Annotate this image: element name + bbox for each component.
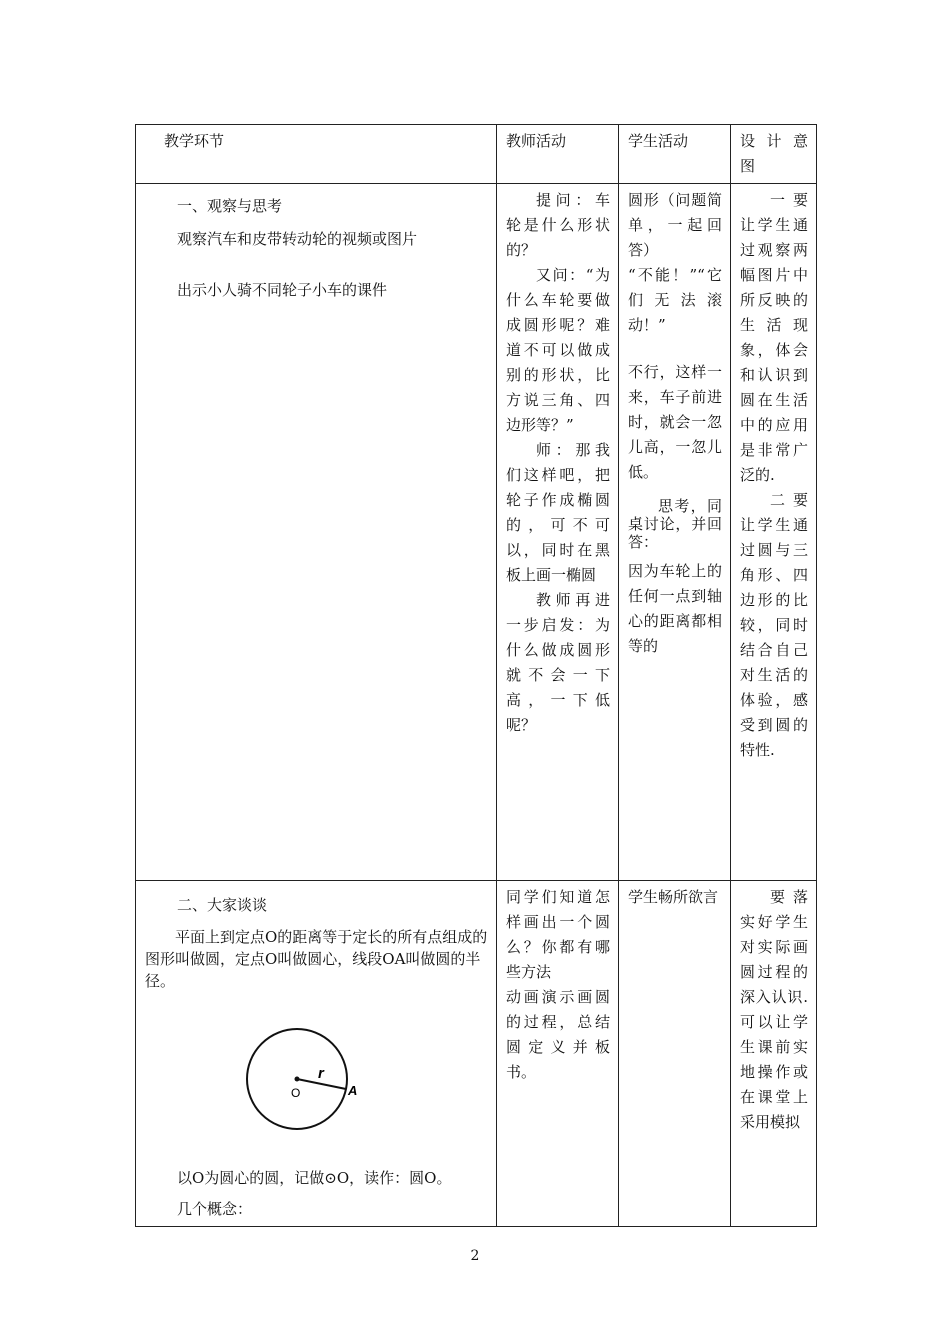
design-intent-1: 一要让学生通过观察两幅图片中所反映的生活现象，体会和认识到圆在生活中的应用是非常广泛的. <box>740 191 808 484</box>
row-discussion <box>136 881 817 1227</box>
header-design-intent: 设 计 意 图 <box>731 125 817 184</box>
circle-figure <box>241 1026 381 1136</box>
teacher-question-2: 又问：“为什么车轮要做成圆形呢？难道不可以做成别的形状，比方说三角、四边形等？” <box>506 266 610 434</box>
stage-cell-2 <box>136 881 497 1227</box>
design-intent-3: 要落实好学生对实际画圆过程的深入认识.可以让学生课前实地操作或在课堂上采用模拟 <box>740 888 808 1131</box>
student-answer-5: 因为车轮上的任何一点到轴心的距离都相等的 <box>628 562 722 655</box>
section-title-discuss: 二、大家谈谈 <box>177 896 268 914</box>
label-r: r <box>318 1065 324 1082</box>
teacher-question-3: 师：那我们这样吧，把轮子作成椭圆的，可不可以，同时在黑板上画一椭圆 <box>506 441 610 584</box>
stage-cell-1 <box>136 184 497 881</box>
stage-line-video: 观察汽车和皮带转动轮的视频或图片 <box>177 230 418 248</box>
student-answer-3: 不行，这样一来，车子前进时，就会一忽儿高，一忽儿低。 <box>628 363 722 481</box>
header-student-activity: 学生活动 <box>619 125 731 184</box>
stage-line-courseware: 出示小人骑不同轮子小车的课件 <box>177 281 388 299</box>
teacher-question-4: 教师再进一步启发：为什么做成圆形就不会一下高，一下低呢？ <box>506 591 610 734</box>
lesson-plan-table <box>135 124 817 1227</box>
circle-diagram <box>241 1026 381 1136</box>
header-row <box>136 125 817 184</box>
header-teacher-activity: 教师活动 <box>497 125 619 184</box>
student-answer-4: 思考，同桌讨论，并回答： <box>628 497 722 551</box>
teacher-cell-1 <box>497 184 619 881</box>
row-observe-think <box>136 184 817 881</box>
student-answer-2: “不能！”“它们无法滚动！” <box>628 266 722 334</box>
design-cell-2 <box>731 881 817 1227</box>
teacher-animation: 动画演示画圆的过程，总结圆定义并板书。 <box>506 988 610 1081</box>
circle-definition: 平面上到定点O的距离等于定长的所有点组成的图形叫做圆，定点O叫做圆心，线段OA叫做圆的半径。 <box>145 928 488 990</box>
design-cell-1 <box>731 184 817 881</box>
student-answer-1: 圆形（问题简单，一起回答） <box>628 191 722 259</box>
student-discuss: 学生畅所欲言 <box>628 888 719 906</box>
page-number: 2 <box>470 1248 480 1264</box>
teacher-prompt-draw: 同学们知道怎样画出一个圆么？你都有哪些方法 <box>506 888 610 981</box>
design-intent-2: 二要让学生通过圆与三角形、四边形的比较，同时结合自己对生活的体验，感受到圆的特性. <box>740 491 808 759</box>
concepts-heading: 几个概念： <box>177 1200 253 1218</box>
teacher-question-1: 提问：车轮是什么形状的？ <box>506 191 610 259</box>
label-o: O <box>291 1086 301 1100</box>
circle-notation: 以O为圆心的圆，记做⊙O，读作：圆O。 <box>177 1169 452 1187</box>
teacher-cell-2 <box>497 881 619 1227</box>
label-a: A <box>348 1083 358 1098</box>
section-title-observe: 一、观察与思考 <box>177 197 283 215</box>
header-teaching-stage: 教学环节 <box>136 125 497 184</box>
student-cell-1 <box>619 184 731 881</box>
student-cell-2 <box>619 881 731 1227</box>
